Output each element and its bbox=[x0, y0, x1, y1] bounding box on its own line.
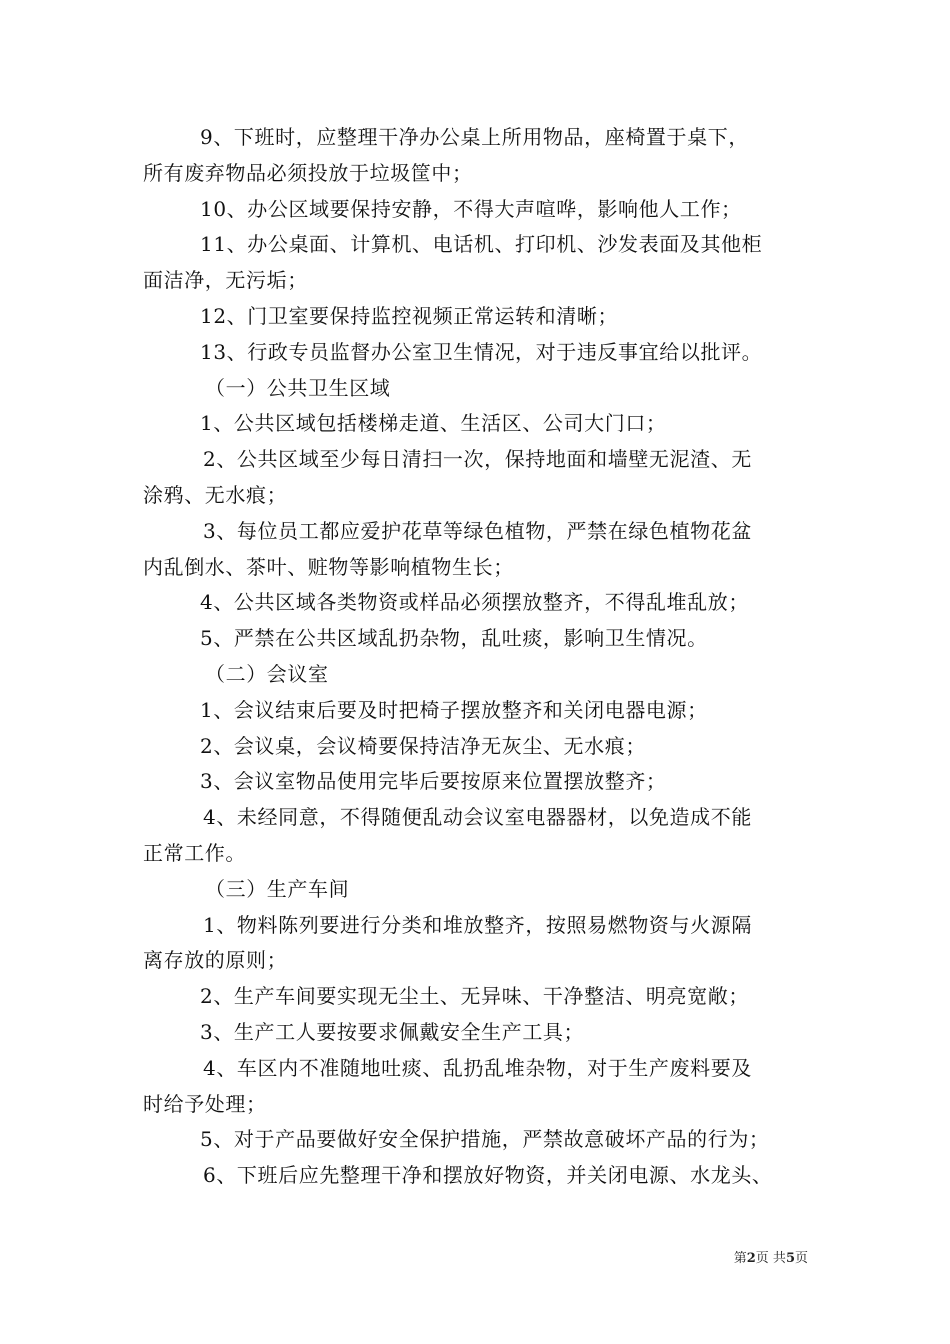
paragraph bbox=[143, 442, 823, 514]
paragraph-continuation-line: 所有废弃物品必须投放于垃圾筐中； bbox=[143, 160, 473, 185]
paragraph-line: 3、每位员工都应爱护花草等绿色植物，严禁在绿色植物花盆 bbox=[203, 518, 752, 543]
paragraph bbox=[143, 1051, 823, 1123]
paragraph bbox=[143, 908, 823, 980]
paragraph-line: 2、公共区域至少每日清扫一次，保持地面和墙壁无泥渣、无 bbox=[203, 447, 752, 472]
paragraph bbox=[143, 1122, 823, 1158]
document-body bbox=[143, 120, 823, 1194]
paragraph-line: 13、行政专员监督办公室卫生情况，对于违反事宜给以批评。 bbox=[200, 339, 763, 364]
paragraph bbox=[143, 657, 823, 693]
paragraph-line: 10、办公区域要保持安静，不得大声喧哗，影响他人工作； bbox=[200, 196, 742, 221]
paragraph bbox=[143, 764, 823, 800]
paragraph-line: 9、下班时，应整理干净办公桌上所用物品，座椅置于桌下， bbox=[200, 125, 749, 149]
paragraph bbox=[143, 1015, 823, 1051]
paragraph-line: 2、会议桌，会议椅要保持洁净无灰尘、无水痕； bbox=[200, 733, 646, 758]
paragraph-line: 1、公共区域包括楼梯走道、生活区、公司大门口； bbox=[200, 411, 667, 436]
paragraph-continuation-line: 面洁净，无污垢； bbox=[143, 268, 308, 293]
paragraph bbox=[143, 979, 823, 1015]
paragraph-line: 3、生产工人要按要求佩戴安全生产工具； bbox=[200, 1019, 585, 1044]
paragraph bbox=[143, 872, 823, 908]
paragraph bbox=[143, 335, 823, 371]
paragraph-continuation-line: 涂鸦、无水痕； bbox=[143, 482, 288, 507]
footer-suffix: 页 bbox=[794, 1251, 808, 1266]
paragraph bbox=[143, 371, 823, 407]
paragraph-line: 3、会议室物品使用完毕后要按原来位置摆放整齐； bbox=[200, 769, 667, 794]
paragraph-line: 4、公共区域各类物资或样品必须摆放整齐，不得乱堆乱放； bbox=[200, 590, 749, 615]
paragraph-line: 5、对于产品要做好安全保护措施，严禁故意破坏产品的行为； bbox=[200, 1127, 770, 1152]
paragraph-line: 2、生产车间要实现无尘土、无异味、干净整洁、明亮宽敞； bbox=[200, 984, 749, 1009]
paragraph-line: （一）公共卫生区域 bbox=[205, 375, 391, 400]
paragraph-line: 11、办公桌面、计算机、电话机、打印机、沙发表面及其他柜 bbox=[200, 232, 763, 257]
paragraph bbox=[143, 192, 823, 228]
paragraph bbox=[143, 585, 823, 621]
paragraph-line: 5、严禁在公共区域乱扔杂物，乱吐痰，影响卫生情况。 bbox=[200, 626, 708, 651]
paragraph-line: 1、物料陈列要进行分类和堆放整齐，按照易燃物资与火源隔 bbox=[203, 912, 752, 937]
footer-middle: 页 共 bbox=[755, 1251, 786, 1266]
paragraph bbox=[143, 1158, 823, 1194]
paragraph-line: 1、会议结束后要及时把椅子摆放整齐和关闭电器电源； bbox=[200, 697, 708, 722]
paragraph bbox=[143, 406, 823, 442]
paragraph-line: 6、下班后应先整理干净和摆放好物资，并关闭电源、水龙头、 bbox=[203, 1163, 773, 1188]
paragraph-continuation-line: 离存放的原则； bbox=[143, 948, 288, 973]
paragraph bbox=[143, 299, 823, 335]
paragraph bbox=[143, 729, 823, 765]
footer-prefix: 第 bbox=[733, 1251, 747, 1266]
paragraph-continuation-line: 时给予处理； bbox=[143, 1091, 267, 1116]
paragraph-continuation-line: 内乱倒水、茶叶、赃物等影响植物生长； bbox=[143, 554, 514, 579]
paragraph bbox=[143, 800, 823, 872]
paragraph-line: （二）会议室 bbox=[205, 661, 329, 686]
paragraph-line: 4、车区内不准随地吐痰、乱扔乱堆杂物，对于生产废料要及 bbox=[203, 1055, 752, 1080]
paragraph bbox=[143, 693, 823, 729]
paragraph bbox=[143, 621, 823, 657]
total-page-number: 5 bbox=[785, 1251, 795, 1266]
paragraph-line: 12、门卫室要保持监控视频正常运转和清晰； bbox=[200, 303, 619, 328]
paragraph bbox=[143, 227, 823, 299]
paragraph bbox=[143, 120, 823, 192]
paragraph bbox=[143, 514, 823, 586]
current-page-number: 2 bbox=[746, 1251, 756, 1266]
paragraph-continuation-line: 正常工作。 bbox=[143, 840, 246, 865]
page-footer bbox=[0, 1247, 808, 1266]
paragraph-line: 4、未经同意，不得随便乱动会议室电器器材，以免造成不能 bbox=[203, 805, 752, 830]
paragraph-line: （三）生产车间 bbox=[205, 876, 350, 901]
